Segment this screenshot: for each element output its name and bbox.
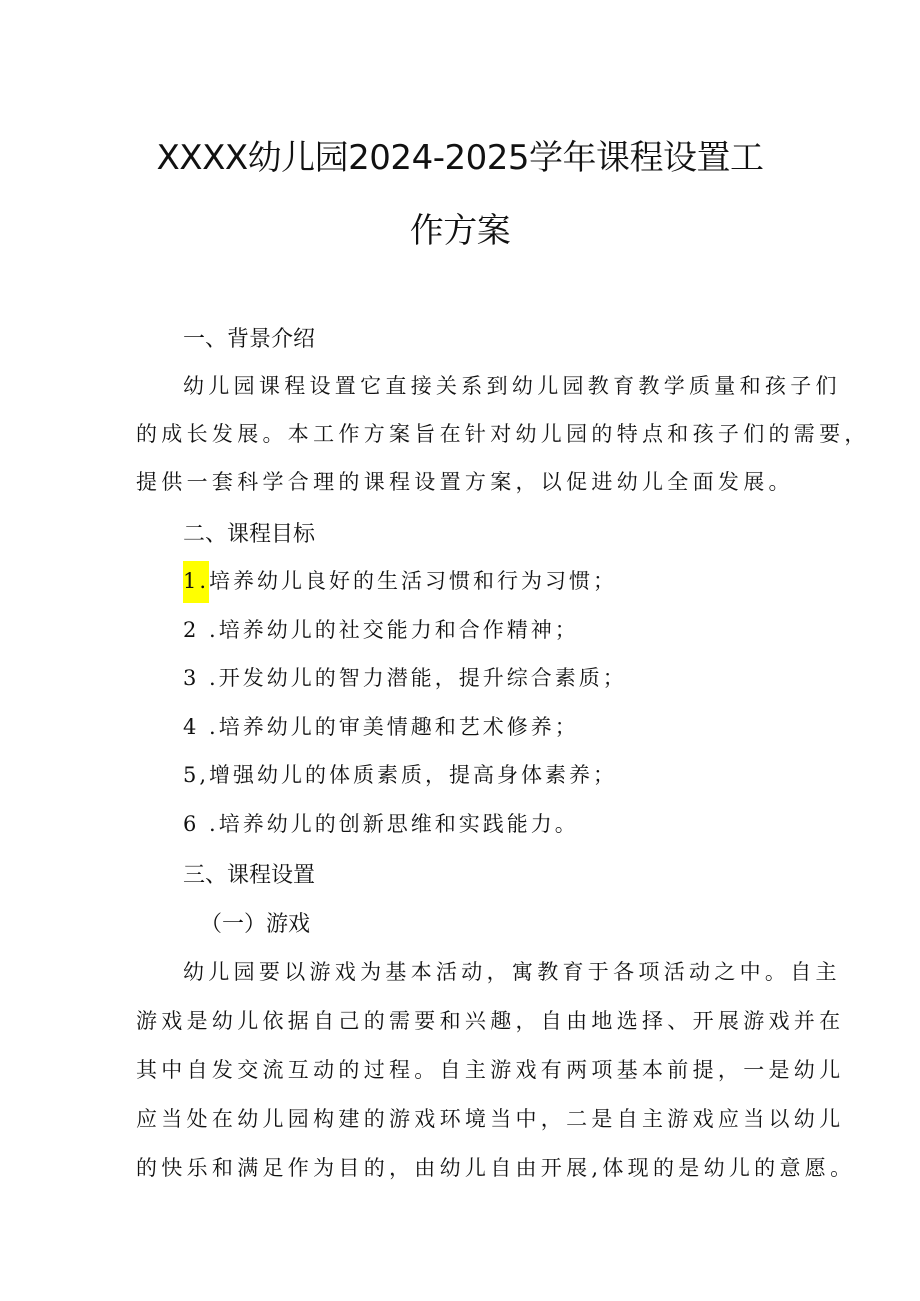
section-heading-goals: 二、课程目标	[183, 522, 316, 547]
paragraph-line: 其中自发交流互动的过程。自主游戏有两项基本前提，一是幼儿	[136, 1058, 845, 1082]
goal-number: 5,	[183, 763, 210, 787]
goal-text: 培养幼儿的社交能力和合作精神；	[218, 618, 579, 642]
goal-item	[183, 759, 617, 789]
goal-item	[183, 808, 579, 838]
goal-text: 培养幼儿良好的生活习惯和行为习惯；	[209, 569, 618, 593]
paragraph-line: 游戏是幼儿依据自己的需要和兴趣，自由地选择、开展游戏并在	[136, 1009, 845, 1033]
document-title-line-2: 作方案	[409, 211, 511, 251]
goal-number: 6 .	[183, 812, 219, 836]
paragraph-line: 的成长发展。本工作方案旨在针对幼儿园的特点和孩子们的需要，	[136, 422, 870, 446]
highlighted-number: 1.	[183, 561, 209, 603]
section-heading-background: 一、背景介绍	[183, 327, 316, 352]
goal-item	[183, 565, 617, 595]
goal-text: 增强幼儿的体质素质，提高身体素养；	[209, 763, 618, 787]
goal-text: 培养幼儿的创新思维和实践能力。	[218, 812, 579, 836]
goal-number: 4 .	[183, 715, 219, 739]
paragraph-line: 的快乐和满足作为目的，由幼儿自由开展,体现的是幼儿的意愿。	[136, 1156, 856, 1180]
goal-item	[183, 711, 579, 741]
sub-heading-games: （一）游戏	[200, 912, 311, 937]
goal-number: 2 .	[183, 618, 219, 642]
goal-item	[183, 662, 627, 692]
paragraph-line: 幼儿园课程设置它直接关系到幼儿园教育教学质量和孩子们	[183, 374, 841, 398]
document-title-line-1: XXXX幼儿园2024-2025学年课程设置工	[156, 138, 764, 178]
goal-text: 培养幼儿的审美情趣和艺术修养；	[218, 715, 579, 739]
paragraph-line: 提供一套科学合理的课程设置方案，以促进幼儿全面发展。	[136, 470, 794, 494]
paragraph-line: 幼儿园要以游戏为基本活动，寓教育于各项活动之中。自主	[183, 960, 841, 984]
goal-text: 开发幼儿的智力潜能，提升综合素质；	[218, 666, 627, 690]
section-heading-setup: 三、课程设置	[183, 863, 316, 888]
paragraph-line: 应当处在幼儿园构建的游戏环境当中，二是自主游戏应当以幼儿	[136, 1107, 845, 1131]
goal-item	[183, 614, 579, 644]
goal-number: 3 .	[183, 666, 219, 690]
